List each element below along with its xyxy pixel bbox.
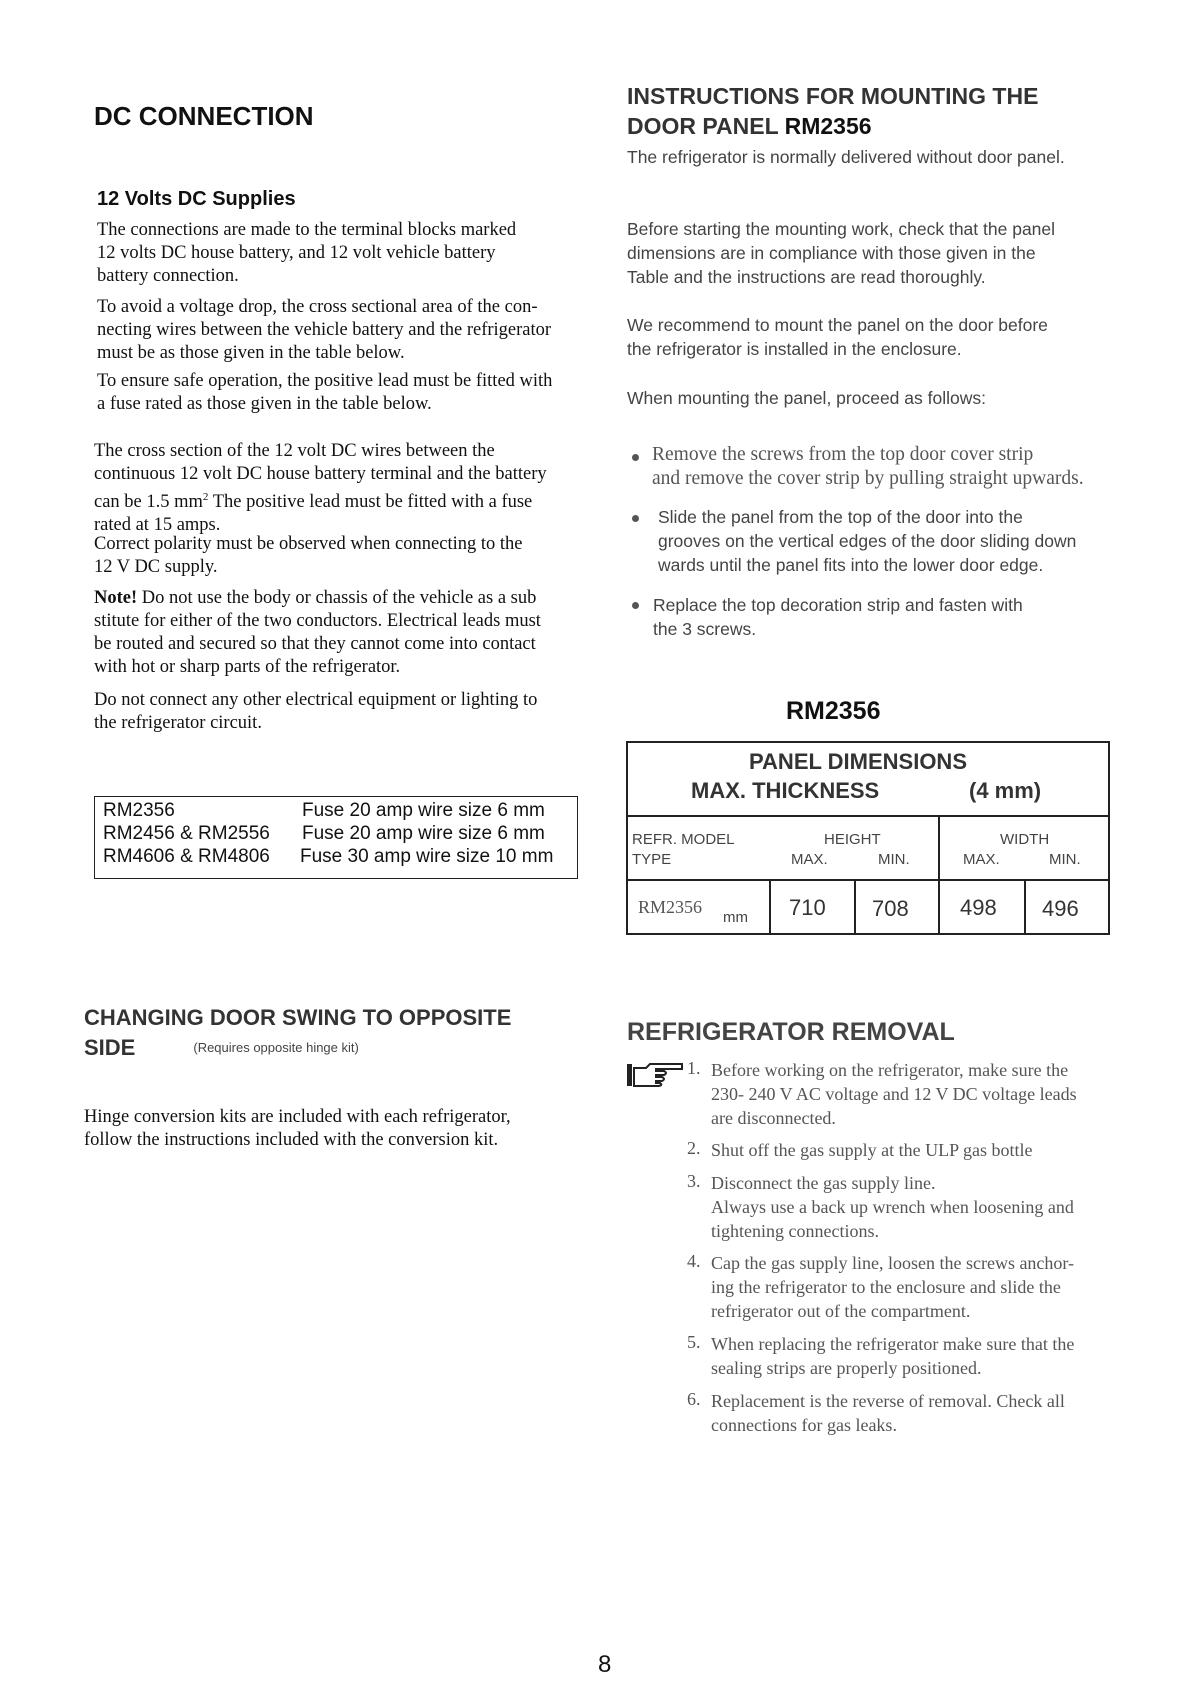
swing-heading-line1: CHANGING DOOR SWING TO OPPOSITE bbox=[84, 1005, 512, 1030]
mount-paragraph-recommend: We recommend to mount the panel on the door before the refrigerator is installed in the enclosure. bbox=[627, 315, 1048, 359]
removal-step: When replacing the refrigerator make sure that the sealing strips are properly positioned. bbox=[711, 1334, 1075, 1378]
removal-step: Before working on the refrigerator, make sure the 230- 240 V AC voltage and 12 V DC voltage leads are disconnected. bbox=[711, 1060, 1077, 1128]
step-number: 1. bbox=[687, 1058, 701, 1078]
mount-step-remove-screws: Remove the screws from the top door cover strip and remove the cover strip by pulling straight upwards. bbox=[652, 444, 1084, 489]
table-divider bbox=[628, 879, 1108, 881]
height-min-value: 708 bbox=[872, 896, 909, 921]
step-number: 2. bbox=[687, 1138, 701, 1158]
swing-text: Hinge conversion kits are included with each refrigerator, follow the instructions included with the conversion kit. bbox=[84, 1107, 511, 1150]
row-unit: mm bbox=[723, 909, 748, 926]
width-min-value: 496 bbox=[1042, 896, 1079, 921]
dc-paragraph-cross-section bbox=[94, 440, 604, 537]
bullet-icon bbox=[632, 515, 639, 522]
step-number: 4. bbox=[687, 1251, 701, 1271]
row-model: RM2356 bbox=[638, 897, 703, 917]
fuse-spec: Fuse 30 amp wire size 10 mm bbox=[300, 846, 554, 867]
mount-step-replace-strip: Replace the top decoration strip and fasten with the 3 screws. bbox=[653, 595, 1023, 639]
panel-thickness-value: (4 mm) bbox=[969, 778, 1042, 803]
panel-model-title: RM2356 bbox=[786, 697, 881, 725]
dc-paragraph-note bbox=[94, 587, 604, 679]
removal-step: Replacement is the reverse of removal. Check all connections for gas leaks. bbox=[711, 1391, 1065, 1435]
removal-step: Shut off the gas supply at the ULP gas bottle bbox=[711, 1140, 1033, 1160]
note-label: Note! bbox=[94, 588, 138, 608]
swing-heading-side: SIDE bbox=[84, 1035, 136, 1060]
note-text: Do not use the body or chassis of the vehicle as a sub stitute for either of the two conductors. Electrical leads must be routed and secured so that they cannot come into contact with hot or sharp parts of the refrigerator. bbox=[94, 588, 541, 677]
cross-section-text-cont: The positive lead must be fitted with a fuse rated at 15 amps. bbox=[94, 492, 533, 536]
fuse-model: RM2456 & RM2556 bbox=[103, 823, 270, 844]
table-divider bbox=[854, 879, 856, 935]
table-divider bbox=[628, 815, 1108, 817]
dc-heading: DC CONNECTION bbox=[94, 101, 314, 131]
col-height: HEIGHT bbox=[824, 831, 881, 848]
mm2-superscript: 2 bbox=[202, 491, 209, 503]
height-max-label: MAX. bbox=[791, 851, 828, 868]
pointing-hand-icon bbox=[626, 1061, 686, 1087]
dc-paragraph-no-other-equipment: Do not connect any other electrical equipment or lighting to the refrigerator circuit. bbox=[94, 690, 538, 733]
height-min-label: MIN. bbox=[878, 851, 910, 868]
table-divider bbox=[938, 815, 940, 935]
col-width: WIDTH bbox=[1000, 831, 1050, 848]
width-max-label: MAX. bbox=[963, 851, 1000, 868]
dc-paragraph-fuse: To ensure safe operation, the positive lead must be fitted with a fuse rated as those given in the table below. bbox=[97, 371, 553, 414]
width-max-value: 498 bbox=[960, 895, 997, 920]
fuse-model: RM2356 bbox=[103, 800, 175, 821]
col-type: TYPE bbox=[632, 851, 672, 868]
swing-note: (Requires opposite hinge kit) bbox=[193, 1040, 359, 1055]
removal-step: Disconnect the gas supply line. Always use a back up wrench when loosening and tightening connections. bbox=[711, 1173, 1074, 1241]
mount-heading-model: RM2356 bbox=[784, 113, 872, 139]
fuse-spec: Fuse 20 amp wire size 6 mm bbox=[302, 823, 545, 844]
page-number: 8 bbox=[598, 1651, 612, 1678]
panel-dimensions-table bbox=[626, 741, 1110, 935]
width-min-label: MIN. bbox=[1049, 851, 1081, 868]
swing-heading-line2 bbox=[84, 1033, 511, 1063]
table-divider bbox=[769, 879, 771, 935]
height-max-value: 710 bbox=[789, 895, 826, 920]
mount-paragraph-check: Before starting the mounting work, check that the panel dimensions are in compliance with those given in the Table and the instructions are read thoroughly. bbox=[627, 219, 1056, 287]
cross-section-text: The cross section of the 12 volt DC wires between the continuous 12 volt DC house battery terminal and the battery can be 1.5 mm bbox=[94, 441, 547, 513]
mount-step-slide-panel: Slide the panel from the top of the door into the grooves on the vertical edges of the door sliding down wards until the panel fits into the lower door edge. bbox=[658, 507, 1077, 575]
panel-title: PANEL DIMENSIONS bbox=[749, 749, 967, 774]
mount-heading-door-panel: DOOR PANEL bbox=[627, 113, 779, 139]
fuse-table bbox=[94, 796, 578, 879]
step-number: 6. bbox=[687, 1389, 701, 1409]
dc-subheading: 12 Volts DC Supplies bbox=[97, 188, 296, 210]
col-refr-model: REFR. MODEL bbox=[632, 831, 735, 848]
removal-heading: REFRIGERATOR REMOVAL bbox=[627, 1018, 955, 1046]
mount-heading bbox=[627, 81, 1038, 141]
mount-paragraph-proceed: When mounting the panel, proceed as follows: bbox=[627, 388, 986, 408]
mount-heading-line1: INSTRUCTIONS FOR MOUNTING THE bbox=[627, 83, 1039, 109]
fuse-model: RM4606 & RM4806 bbox=[103, 846, 270, 867]
bullet-icon bbox=[632, 454, 639, 461]
step-number: 5. bbox=[687, 1332, 701, 1352]
step-number: 3. bbox=[687, 1171, 701, 1191]
mount-intro: The refrigerator is normally delivered without door panel. bbox=[627, 147, 1065, 167]
dc-paragraph-voltage-drop: To avoid a voltage drop, the cross sectional area of the con- necting wires between the vehicle battery and the refrigerator must be as those given in the table below. bbox=[97, 297, 552, 363]
dc-paragraph-terminals: The connections are made to the terminal blocks marked 12 volts DC house battery, and 12 volt vehicle battery battery connection. bbox=[97, 220, 517, 286]
table-divider bbox=[1024, 879, 1026, 935]
panel-thickness-label: MAX. THICKNESS bbox=[691, 778, 880, 803]
bullet-icon bbox=[632, 602, 639, 609]
removal-step: Cap the gas supply line, loosen the screws anchor- ing the refrigerator to the enclosure and slide the refrigerator out of the compartment. bbox=[711, 1253, 1075, 1321]
fuse-spec: Fuse 20 amp wire size 6 mm bbox=[302, 800, 545, 821]
dc-paragraph-polarity: Correct polarity must be observed when connecting to the 12 V DC supply. bbox=[94, 534, 523, 577]
swing-heading bbox=[84, 1003, 511, 1063]
mount-heading-line2 bbox=[627, 111, 1038, 141]
